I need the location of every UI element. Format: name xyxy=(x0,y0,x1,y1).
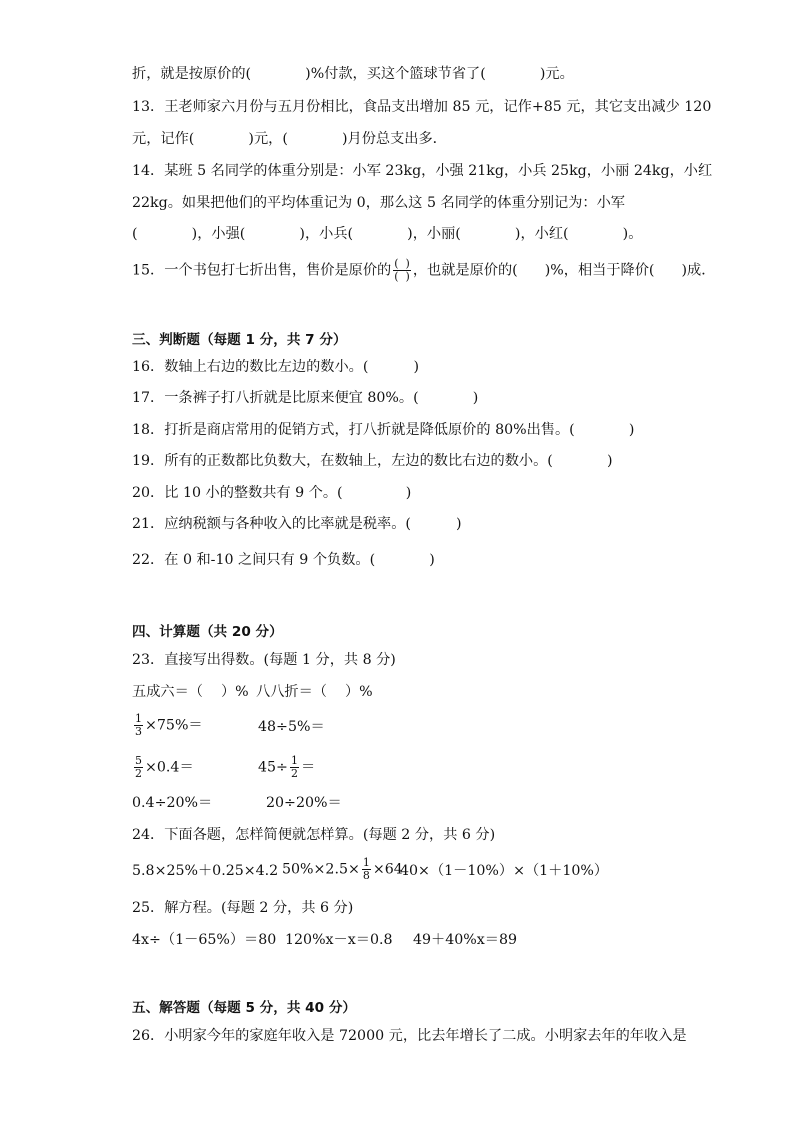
q24-e2-head: 50%×2.5× xyxy=(282,861,360,878)
q15-before: 15．一个书包打七折出售，售价是原价的 xyxy=(132,262,392,279)
q23-r4b: 20÷20%＝ xyxy=(266,795,342,811)
q23-r2a-num: 1 xyxy=(135,712,142,725)
q24-e2-tail: ×64 xyxy=(372,861,403,878)
q22: 22．在 0 和-10 之间只有 9 个负数。( ) xyxy=(132,552,435,568)
section-5-heading: 五、解答题（每题 5 分，共 40 分） xyxy=(132,1000,357,1016)
q23-r3a-num: 5 xyxy=(135,754,142,767)
q23-title: 23．直接写出得数。(每题 1 分，共 8 分) xyxy=(132,652,396,668)
q23-r2b: 48÷5%＝ xyxy=(258,719,325,735)
q23-r2a-den: 3 xyxy=(135,725,142,738)
q23-r3a-tail: ×0.4＝ xyxy=(145,759,194,776)
q23-r3b-fraction xyxy=(290,755,299,780)
q23-r1b: 八八折＝（ ）% xyxy=(256,684,373,700)
q21: 21．应纳税额与各种收入的比率就是税率。( ) xyxy=(132,516,462,532)
q23-r4a: 0.4÷20%＝ xyxy=(132,795,213,811)
section-4-heading: 四、计算题（共 20 分） xyxy=(132,624,283,640)
q16: 16．数轴上右边的数比左边的数小。( ) xyxy=(132,359,420,375)
q15-after: ，也就是原价的( )%，相当于降价( )成． xyxy=(412,262,716,279)
q19: 19．所有的正数都比负数大，在数轴上，左边的数比右边的数小。( ) xyxy=(132,453,613,469)
q23-r2a-fraction xyxy=(134,713,143,738)
q23-r3b-num: 1 xyxy=(290,754,298,767)
q13-line-1: 13．王老师家六月份与五月份相比，食品支出增加 85 元，记作+85 元，其它支出减少 120 xyxy=(132,99,712,115)
q25-e1: 4x÷（1－65%）＝80 xyxy=(132,932,277,948)
q24-e2 xyxy=(282,857,403,882)
q23-r3a-den: 2 xyxy=(135,767,142,780)
q26-line: 26．小明家今年的家庭年收入是 72000 元，比去年增长了二成。小明家去年的年收入是 xyxy=(132,1028,687,1044)
q23-r1a: 五成六＝（ ）% xyxy=(132,684,249,700)
q15-line xyxy=(132,258,715,283)
q23-r3b-head: 45÷ xyxy=(258,759,288,776)
q18: 18．打折是商店常用的促销方式，打八折就是降低原价的 80%出售。( ) xyxy=(132,422,635,438)
q23-r2a xyxy=(132,713,203,738)
q14-line-1: 14．某班 5 名同学的体重分别是：小军 23kg，小强 21kg，小兵 25kg，小丽 24kg，小红 xyxy=(132,163,713,179)
q17: 17．一条裤子打八折就是比原来便宜 80%。( ) xyxy=(132,390,479,406)
q15-fraction xyxy=(393,258,411,283)
q23-r3a xyxy=(132,755,194,780)
q24-e2-den: 8 xyxy=(362,869,370,882)
q14-line-2: 22kg。如果把他们的平均体重记为 0，那么这 5 名同学的体重分别记为：小军 xyxy=(132,195,625,211)
q25-e3: 49＋40%x＝89 xyxy=(413,932,518,948)
q23-r3b-tail: ＝ xyxy=(300,759,316,776)
q25-e2: 120%x－x＝0.8 xyxy=(285,932,393,948)
q23-r3b-den: 2 xyxy=(290,767,298,780)
q20: 20．比 10 小的整数共有 9 个。( ) xyxy=(132,485,412,501)
q24-title: 24．下面各题，怎样简便就怎样算。(每题 2 分，共 6 分) xyxy=(132,827,496,843)
q23-r3a-fraction xyxy=(134,755,143,780)
q24-e1: 5.8×25%＋0.25×4.2 xyxy=(132,863,279,879)
q15-frac-num: ( ) xyxy=(394,257,410,270)
q24-e2-fraction xyxy=(362,857,371,882)
q24-e3: 40×（1－10%）×（1＋10%） xyxy=(400,863,609,879)
q23-r2a-tail: ×75%＝ xyxy=(145,717,203,734)
q12-tail-line: 折，就是按原价的( )%付款，买这个篮球节省了( )元。 xyxy=(132,66,574,82)
q14-line-3: ( )，小强( )，小兵( )，小丽( )，小红( )。 xyxy=(132,226,643,242)
q15-frac-den: ( ) xyxy=(394,270,410,283)
q25-title: 25．解方程。(每题 2 分，共 6 分) xyxy=(132,900,354,916)
q13-line-2: 元，记作( )元，( )月份总支出多． xyxy=(132,131,447,147)
q24-e2-num: 1 xyxy=(362,856,370,869)
q23-r3b xyxy=(258,755,315,780)
section-3-heading: 三、判断题（每题 1 分，共 7 分） xyxy=(132,332,347,348)
